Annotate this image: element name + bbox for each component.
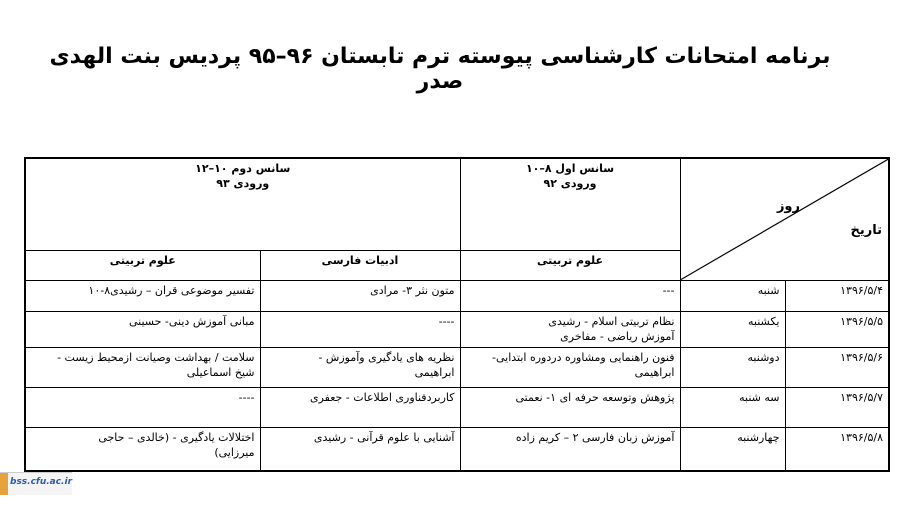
session2-literature-exam: آشنایی با علوم قرآنی - رشیدی [260,427,460,471]
session2-literature-exam: متون نثر ۳- مرادی [260,280,460,311]
session1-exam: نظام تربیتی اسلام - رشیدی آموزش ریاضی - مفاخری [460,311,680,347]
subheader-s2-edu: علوم تربیتی [25,250,260,280]
session2-edu-exam: مبانی آموزش دینی- حسینی [25,311,260,347]
session1-exam: آموزش زبان فارسی ۲ – کریم زاده [460,427,680,471]
subheader-s1-edu: علوم تربیتی [460,250,680,280]
exam-date: ۱۳۹۶/۵/۵ [785,311,889,347]
session1-exam: پژوهش وتوسعه حرفه ای ۱- نعمتی [460,387,680,427]
session2-time: سانس دوم ۱۰–۱۲ [195,162,291,175]
exam-schedule-table [24,157,890,472]
session1-cohort: ورودی ۹۲ [543,177,597,190]
session1-time: سانس اول ۸–۱۰ [525,162,615,175]
exam-day: یکشنبه [680,311,785,347]
session1-header [460,158,680,250]
exam-date: ۱۳۹۶/۵/۴ [785,280,889,311]
table-row [25,427,889,471]
date-day-corner-cell [680,158,889,280]
exam-date: ۱۳۹۶/۵/۶ [785,347,889,387]
session2-literature-exam: کاربردفناوری اطلاعات - جعفری [260,387,460,427]
diagonal-divider [681,159,889,280]
session2-header [25,158,460,250]
table-row [25,347,889,387]
footer-accent-bar [0,473,8,495]
session2-edu-exam: تفسیر موضوعی قران – رشیدی۸-۱۰ [25,280,260,311]
page-title: برنامه امتحانات کارشناسی پیوسته ترم تابستان ۹۶–۹۵ پردیس بنت الهدی صدر [49,44,831,94]
date-column-label: تاریخ [850,223,882,238]
table-row [25,387,889,427]
site-footer-badge[interactable] [0,472,72,495]
session2-edu-exam: اختلالات یادگیری - (خالدی – حاجی میرزایی) [25,427,260,471]
exam-day: شنبه [680,280,785,311]
exam-date: ۱۳۹۶/۵/۸ [785,427,889,471]
session2-edu-exam: ---- [25,387,260,427]
exam-day: سه شنبه [680,387,785,427]
session2-literature-exam: ---- [260,311,460,347]
session2-literature-exam: نظریه های یادگیری وآموزش - ابراهیمی [260,347,460,387]
exam-day: چهارشنبه [680,427,785,471]
subheader-s2-literature: ادبیات فارسی [260,250,460,280]
session2-edu-exam: سلامت / بهداشت وصیانت ازمحیط زیست - شیخ اسماعیلی [25,347,260,387]
header-row [25,158,889,250]
table-row [25,280,889,311]
exam-day: دوشنبه [680,347,785,387]
table-row [25,311,889,347]
session2-cohort: ورودی ۹۳ [216,177,270,190]
footer-site-link[interactable]: bss.cfu.ac.ir [10,477,73,487]
session1-exam: فنون راهنمایی ومشاوره دردوره ابتدایی- ابراهیمی [460,347,680,387]
exam-date: ۱۳۹۶/۵/۷ [785,387,889,427]
session1-exam: --- [460,280,680,311]
day-column-label: روز [776,199,800,214]
